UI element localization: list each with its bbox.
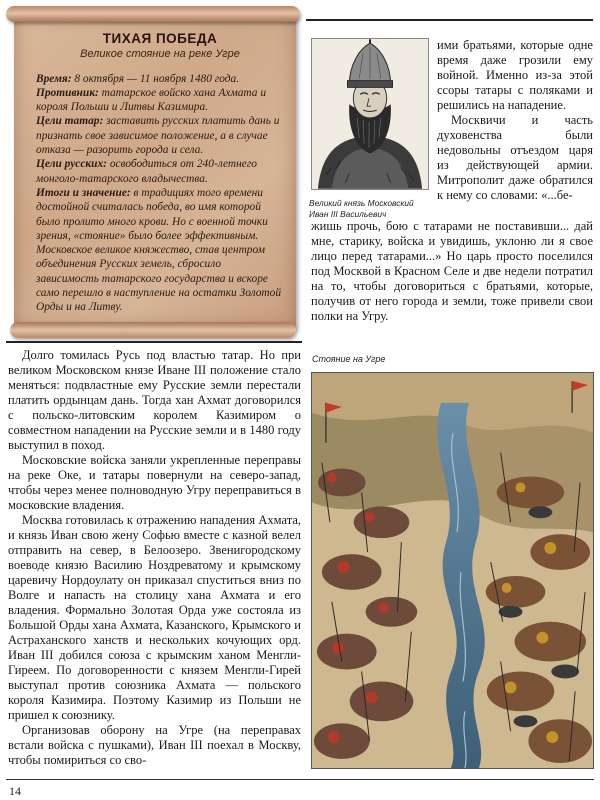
battle-painting-icon bbox=[312, 373, 593, 768]
bottom-rule bbox=[6, 779, 594, 780]
scroll-roll-bottom bbox=[10, 322, 296, 338]
paragraph: Московские войска заняли укрепленные переправы на реке Оке, и татары повернули на северо-запад, чтобы через менее полноводную Угру переправиться в московские владения. bbox=[8, 453, 301, 512]
page-number: 14 bbox=[9, 784, 21, 798]
sidebar-label: Цели татар: bbox=[36, 115, 104, 128]
sidebar-item-time bbox=[36, 72, 284, 86]
battle-painting bbox=[311, 372, 594, 769]
sidebar-text: в традициях того времени достойной считалась победа, во имя которой было пролито много крови. Но с военной точки зрения, «стояние» было более эффективным. Московское великое княжество, став центром объединения Русских земель, сбросило зависимость татарского государства и вскоре само перешло в наступление на остатки Золотой Орды и на Литву. bbox=[36, 186, 282, 314]
paragraph: Организовав оборону на Угре (на переправах встали войска с пушками), Иван III поехал в Москву, чтобы помириться со сво- bbox=[8, 723, 301, 767]
sidebar-text: освободиться от 240-летнего монголо-татарского владычества. bbox=[36, 158, 257, 185]
sidebar-text: 8 октября — 11 ноября 1480 года. bbox=[71, 72, 240, 85]
section-rule bbox=[6, 341, 302, 343]
sidebar-label: Время: bbox=[36, 72, 72, 85]
portrait-illustration bbox=[311, 38, 429, 190]
painting-caption: Стояние на Угре bbox=[312, 354, 386, 364]
paragraph: Долго томилась Русь под властью татар. Но при великом Московском князе Иване III положение стало меняться: подвластные ему Русские земли перестали платить ордынцам дань. Тогда хан Ахмат договорился с польско-литовским королем Казимиром о совместном нападении на Русские земли и в 1480 году выступил в поход. bbox=[8, 348, 301, 452]
scroll-roll-top bbox=[6, 6, 300, 22]
paragraph: ими братьями, которые одне время даже грозили ему войной. Именно из-за этой ссоры татары с поляками и решились на нападение. bbox=[437, 38, 593, 112]
sidebar-item-russian-goals bbox=[36, 157, 284, 186]
sidebar-label: Цели русских: bbox=[36, 158, 107, 171]
sidebar-subtitle: Великое стояние на реке Угре bbox=[80, 48, 240, 61]
sidebar-text: заставить русских платить дань и признать свое зависимое положение, а в случае отказа — разорить города и села. bbox=[36, 115, 280, 157]
paragraph: жишь прочь, бою с татарами не поставивши... дай мне, старику, войска и увидишь, уклоню ли я свое лицо перед татарами...» Но царь просто поселился под Москвой в Красном Селе и две недели потратил на то, чтобы договориться с братьями, которые, получив от него города и земли, тоже привели свои полки на Угру. bbox=[311, 219, 593, 323]
sidebar-item-results bbox=[36, 186, 284, 315]
sidebar-label: Итоги и значение: bbox=[36, 186, 131, 199]
right-narrow-column bbox=[437, 38, 593, 203]
right-wide-column bbox=[311, 219, 593, 324]
scroll-content bbox=[36, 32, 284, 315]
sidebar-title: ТИХАЯ ПОБЕДА bbox=[102, 31, 218, 46]
top-rule bbox=[306, 19, 593, 21]
sidebar-item-enemy bbox=[36, 86, 284, 115]
main-text-column bbox=[8, 348, 301, 768]
paragraph: Москвичи и часть духовенства были недовольны отъездом царя из действующей армии. Митрополит даже обратился к нему со словами: «...бе- bbox=[437, 113, 593, 202]
paragraph: Москва готовилась к отражению нападения Ахмата, и князь Иван свою жену Софью вместе с казной велел отправить на север, в Белоозеро. Звенигородскому воеводе князю Василию Ноздреватому и крымскому царевичу Нордоулату он приказал спуститься вниз по Волге и напасть на столицу хана Ахмата и его владения. Формально Золотая Орда уже состояла из Большой Орды хана Ахмата, Казанского, Крымского и Астраханского ханств и нескольких кочующих орд. Иван III добился союза с крымским ханом Менгли-Гиреем. По договоренности с князем Менгли-Гирей выступал против союзника Ахмата — польского короля Казимира. Поэтому Казимир из Польши не пришел к союзнику. bbox=[8, 513, 301, 722]
sidebar-label: Противник: bbox=[36, 86, 99, 99]
portrait-icon bbox=[312, 39, 428, 189]
portrait-caption: Великий князь Московский Иван III Васильевич bbox=[309, 198, 414, 219]
sidebar-text: татарское войско хана Ахмата и короля Польши и Литвы Казимира. bbox=[36, 86, 267, 114]
sidebar-item-tatar-goals bbox=[36, 114, 284, 157]
info-scroll bbox=[6, 6, 300, 338]
